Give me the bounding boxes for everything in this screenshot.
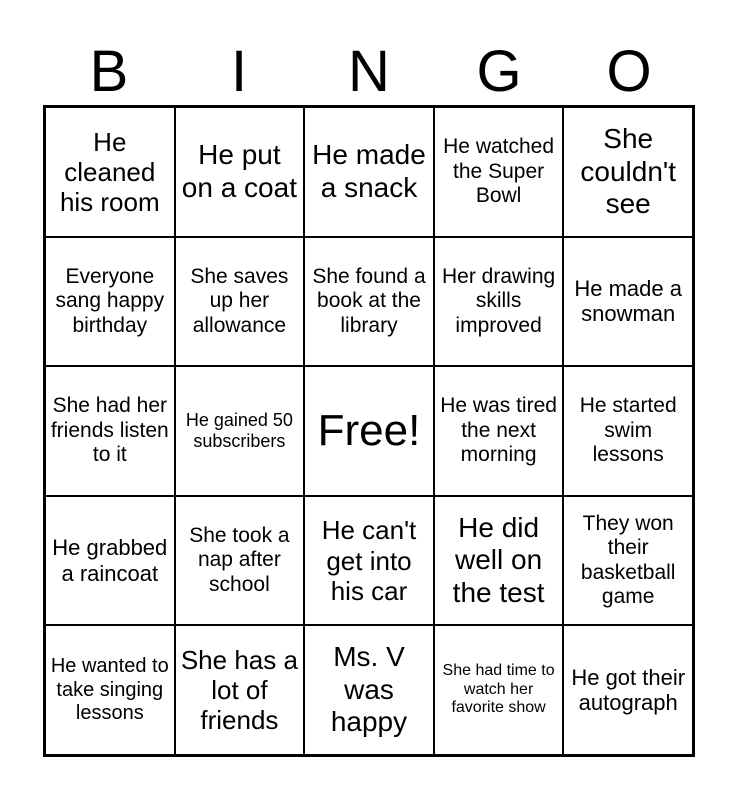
bingo-cell-text: He made a snack [312,139,426,203]
bingo-cell[interactable] [434,107,564,237]
bingo-cell-text: She found a book at the library [312,264,426,337]
bingo-cell-text: Her drawing skills improved [441,264,556,337]
bingo-cell[interactable] [45,366,175,496]
bingo-cell-text: Ms. V was happy [330,641,408,738]
header-letter-g: G [476,39,522,104]
bingo-cell-text: He got their autograph [571,664,686,716]
bingo-cell[interactable] [563,107,693,237]
header-letter-i: I [230,39,248,104]
bingo-cell[interactable] [175,496,305,626]
bingo-cell-text: He wanted to take singing lessons [50,655,169,724]
bingo-cell-text: He started swim lessons [579,394,677,467]
bingo-cell-text: She had her friends listen to it [50,394,169,467]
bingo-cell-text: They won their basketball game [580,511,676,608]
bingo-cell-text: He was tired the next morning [440,394,557,467]
header-letter-n: N [348,39,390,104]
bingo-cell[interactable] [304,237,434,367]
bingo-cell[interactable] [304,496,434,626]
bingo-cell[interactable] [304,107,434,237]
bingo-cell[interactable] [45,625,175,755]
header-letter-o: O [606,39,652,104]
bingo-cell[interactable] [434,625,564,755]
bingo-cell-text: Everyone sang happy birthday [55,264,165,337]
bingo-cell-text: He made a snowman [574,275,682,327]
free-space-cell[interactable] [304,366,434,496]
bingo-cell[interactable] [304,625,434,755]
bingo-cell-text: She took a nap after school [189,524,290,596]
bingo-cell-text: He watched the Super Bowl [443,135,555,207]
bingo-cell[interactable] [434,237,564,367]
bingo-cell[interactable] [434,496,564,626]
bingo-cell-text: She couldn't see [580,123,677,220]
bingo-cell-text: He cleaned his room [59,126,160,217]
bingo-cell-text: She has a lot of friends [180,644,298,736]
bingo-cell[interactable] [563,496,693,626]
bingo-cell[interactable] [563,237,693,367]
bingo-cell[interactable] [175,237,305,367]
bingo-cell-text: He did well on the test [452,511,545,608]
bingo-cell[interactable] [175,107,305,237]
bingo-cell[interactable] [45,496,175,626]
bingo-cell-text: She saves up her allowance [190,264,289,337]
bingo-cell[interactable] [45,237,175,367]
bingo-cell[interactable] [175,366,305,496]
bingo-cell-text: She had time to watch her favorite show [442,662,555,717]
bingo-cell[interactable] [563,366,693,496]
bingo-cell[interactable] [434,366,564,496]
header-letter-b: B [89,39,129,104]
bingo-cell[interactable] [563,625,693,755]
bingo-cell[interactable] [175,625,305,755]
bingo-header [44,38,694,106]
bingo-cell[interactable] [45,107,175,237]
bingo-cell-text: He grabbed a raincoat [52,535,168,586]
bingo-board [43,105,695,757]
free-space-text: Free! [317,406,421,456]
bingo-cell-text: He put on a coat [181,139,297,203]
bingo-cell-text: He can't get into his car [321,515,417,606]
bingo-cell-text: He gained 50 subscribers [185,410,293,451]
